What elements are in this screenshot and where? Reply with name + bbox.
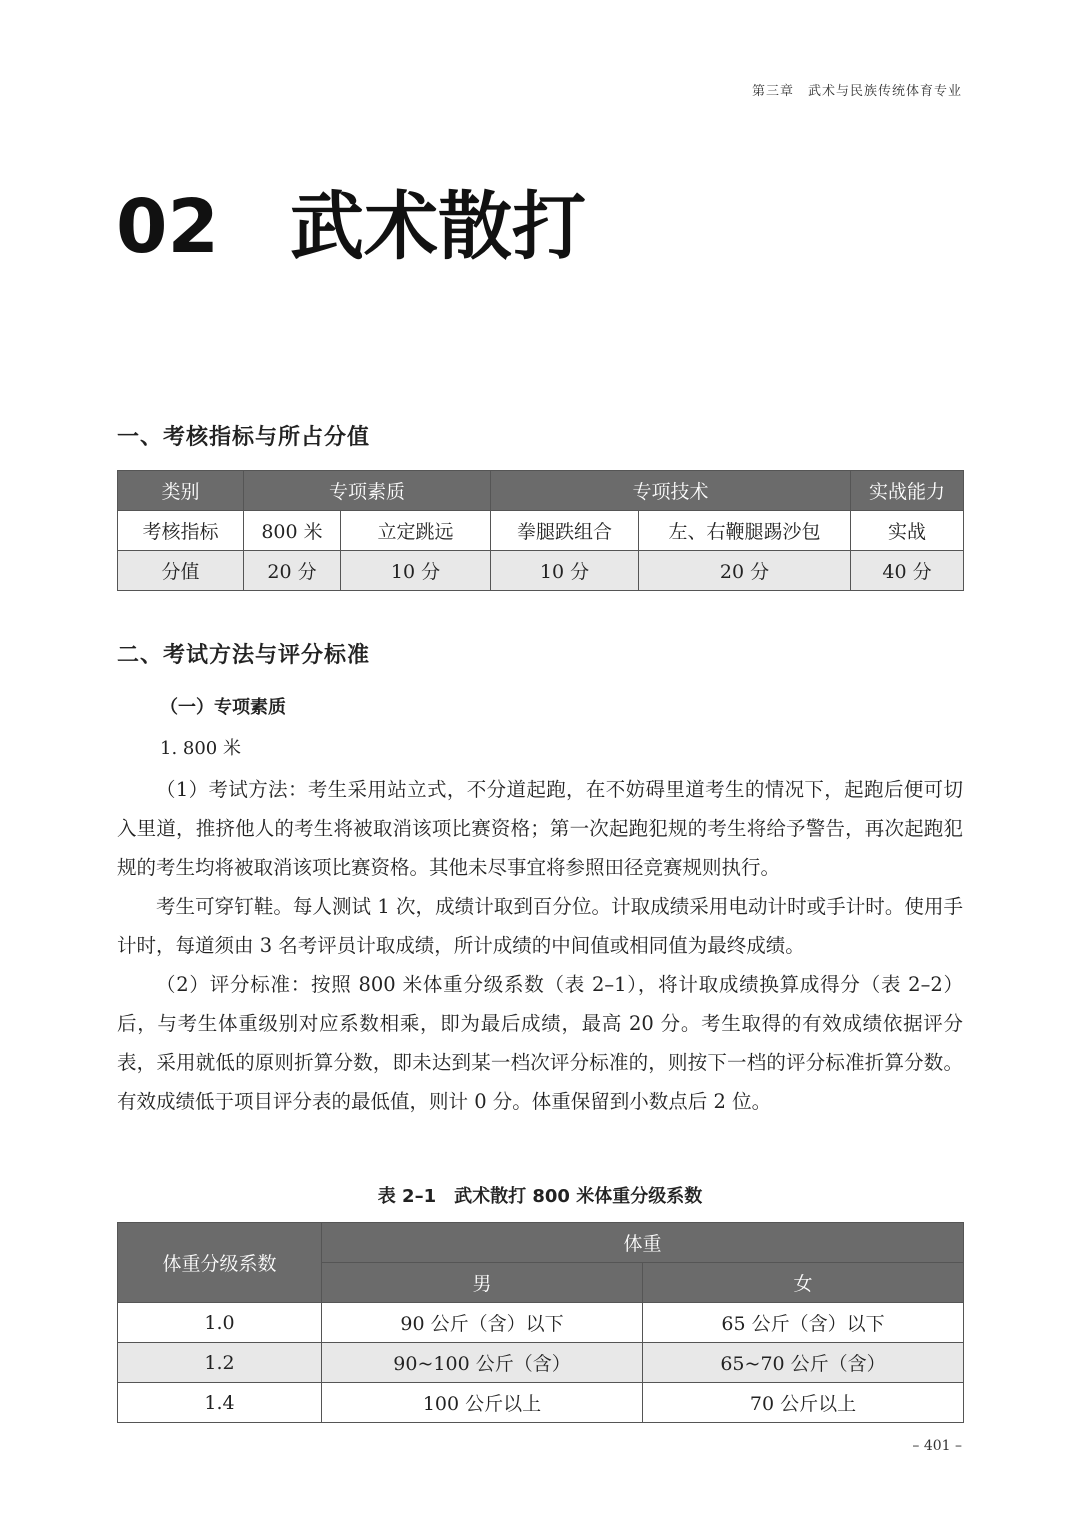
chapter-name: 武术散打: [290, 184, 586, 270]
header-combat: 实战能力: [851, 471, 964, 511]
score-weight-table: [117, 470, 964, 591]
body-text: [117, 770, 963, 1121]
score-cell: 10 分: [491, 551, 639, 591]
header-technique: 专项技术: [491, 471, 851, 511]
indicator-cell: 左、右鞭腿踢沙包: [639, 511, 851, 551]
header-female: 女: [643, 1263, 964, 1303]
coef-cell: 1.4: [118, 1383, 322, 1423]
table-caption: 表 2–1 武术散打 800 米体重分级系数: [377, 1186, 703, 1207]
female-cell: 70 公斤以上: [643, 1383, 964, 1423]
score-label: 分值: [118, 551, 244, 591]
table-row: [118, 551, 964, 591]
running-header: 第三章 武术与民族传统体育专业: [751, 84, 962, 99]
female-cell: 65 公斤（含）以下: [643, 1303, 964, 1343]
weight-coefficient-table: [117, 1222, 964, 1423]
indicator-cell: 拳腿跌组合: [491, 511, 639, 551]
paragraph: 考生可穿钉鞋。每人测试 1 次，成绩计取到百分位。计取成绩采用电动计时或手计时。使用手计时，每道须由 3 名考评员计取成绩，所计成绩的中间值或相同值为最终成绩。: [117, 895, 963, 957]
indicator-cell: 实战: [851, 511, 964, 551]
subsection-heading: （一）专项素质: [160, 697, 286, 718]
paragraph: （2）评分标准：按照 800 米体重分级系数（表 2–1），将计取成绩换算成得分（表 2–2）后，与考生体重级别对应系数相乘，即为最后成绩，最高 20 分。考生取得的有效成绩依据评分表，采用就低的原则折算分数，即未达到某一档次评分标准的，则按下一档的评分标准折算分数。有效成绩低于项目评分表的最低值，则计 0 分。体重保留到小数点后 2 位。: [117, 973, 963, 1113]
paragraph: （1）考试方法：考生采用站立式，不分道起跑，在不妨碍里道考生的情况下，起跑后便可切入里道，推挤他人的考生将被取消该项比赛资格；第一次起跑犯规的考生将给予警告，再次起跑犯规的考生均将被取消该项比赛资格。其他未尽事宜将参照田径竞赛规则执行。: [117, 778, 963, 879]
coef-cell: 1.2: [118, 1343, 322, 1383]
table-row: [118, 1383, 964, 1423]
score-cell: 10 分: [341, 551, 491, 591]
item-heading: 1. 800 米: [160, 738, 241, 759]
score-cell: 20 分: [639, 551, 851, 591]
section-heading-1: 一、考核指标与所占分值: [117, 424, 371, 450]
coef-cell: 1.0: [118, 1303, 322, 1343]
header-physical: 专项素质: [244, 471, 491, 511]
score-cell: 40 分: [851, 551, 964, 591]
male-cell: 90~100 公斤（含）: [322, 1343, 643, 1383]
header-coefficient: 体重分级系数: [118, 1223, 322, 1303]
page-number: – 401 –: [912, 1438, 962, 1454]
header-weight: 体重: [322, 1223, 964, 1263]
table-header-row: [118, 471, 964, 511]
table-header-row: [118, 1223, 964, 1263]
header-male: 男: [322, 1263, 643, 1303]
indicator-cell: 立定跳远: [341, 511, 491, 551]
indicator-cell: 800 米: [244, 511, 341, 551]
section-heading-2: 二、考试方法与评分标准: [117, 642, 371, 668]
score-cell: 20 分: [244, 551, 341, 591]
table-row: [118, 511, 964, 551]
male-cell: 90 公斤（含）以下: [322, 1303, 643, 1343]
header-category: 类别: [118, 471, 244, 511]
table-row: [118, 1303, 964, 1343]
female-cell: 65~70 公斤（含）: [643, 1343, 964, 1383]
male-cell: 100 公斤以上: [322, 1383, 643, 1423]
table-row: [118, 1343, 964, 1383]
chapter-number: 02: [116, 184, 219, 270]
indicator-label: 考核指标: [118, 511, 244, 551]
chapter-title: [116, 168, 586, 274]
